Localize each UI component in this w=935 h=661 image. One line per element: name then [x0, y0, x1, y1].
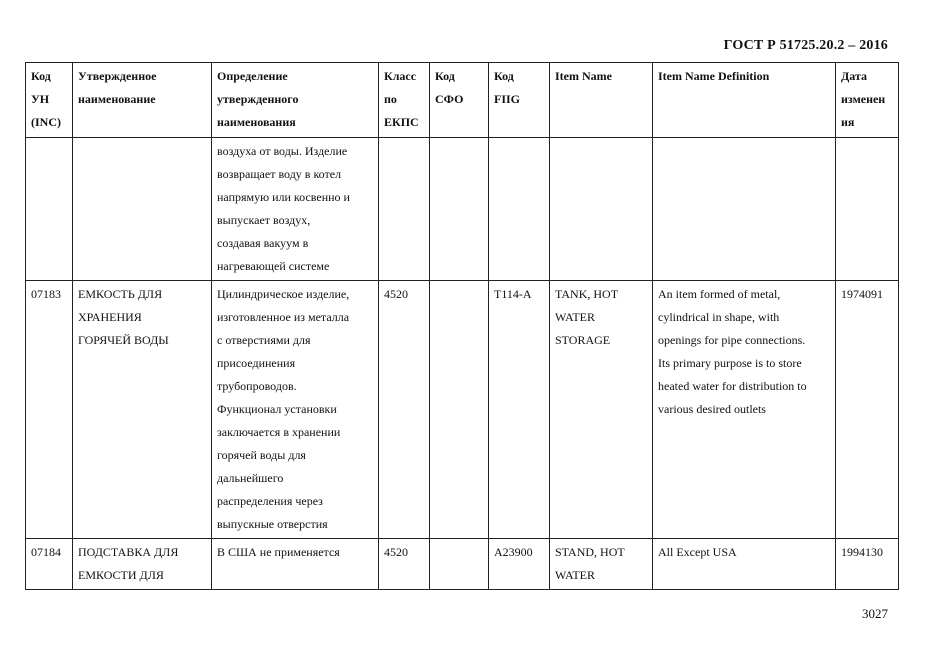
column-header-approved-name: Утвержденное наименование: [73, 63, 212, 138]
column-header-class: Класс по ЕКПС: [379, 63, 430, 138]
column-header-item-name-definition: Item Name Definition: [653, 63, 836, 138]
cell-item-name: [550, 138, 653, 281]
cell-inc: 07184: [26, 539, 73, 590]
cell-item-name-definition: An item formed of metal, cylindrical in shape, with openings for pipe connections. Its primary purpose is to store heated water for distribution to various desired outlets: [653, 281, 836, 539]
column-header-sfo: Код СФО: [430, 63, 489, 138]
cell-inc: 07183: [26, 281, 73, 539]
cell-fiig: T114-A: [489, 281, 550, 539]
cell-class: 4520: [379, 539, 430, 590]
cell-item-name-definition: [653, 138, 836, 281]
column-header-change-date: Дата изменен ия: [836, 63, 899, 138]
table-row: [26, 281, 899, 539]
cell-approved-name: [73, 138, 212, 281]
cell-sfo: [430, 138, 489, 281]
cell-approved-name: ПОДСТАВКА ДЛЯ ЕМКОСТИ ДЛЯ: [73, 539, 212, 590]
cell-definition: В США не применяется: [212, 539, 379, 590]
cell-class: [379, 138, 430, 281]
cell-definition: воздуха от воды. Изделие возвращает воду в котел напрямую или косвенно и выпускает воздух, создавая вакуум в нагревающей системе: [212, 138, 379, 281]
column-header-definition: Определение утвержденного наименования: [212, 63, 379, 138]
document-header: ГОСТ Р 51725.20.2 – 2016: [723, 38, 888, 53]
cell-inc: [26, 138, 73, 281]
cell-change-date: 1974091: [836, 281, 899, 539]
column-header-inc: Код УН (INC): [26, 63, 73, 138]
cell-item-name: STAND, HOT WATER: [550, 539, 653, 590]
cell-item-name: TANK, HOT WATER STORAGE: [550, 281, 653, 539]
cell-approved-name: ЕМКОСТЬ ДЛЯ ХРАНЕНИЯ ГОРЯЧЕЙ ВОДЫ: [73, 281, 212, 539]
page-number: 3027: [862, 606, 888, 621]
cell-class: 4520: [379, 281, 430, 539]
column-header-fiig: Код FIIG: [489, 63, 550, 138]
cell-fiig: A23900: [489, 539, 550, 590]
cell-sfo: [430, 539, 489, 590]
classification-table: [25, 62, 899, 590]
table-row: [26, 138, 899, 281]
cell-change-date: 1994130: [836, 539, 899, 590]
cell-fiig: [489, 138, 550, 281]
table-row: [26, 539, 899, 590]
cell-item-name-definition: All Except USA: [653, 539, 836, 590]
cell-sfo: [430, 281, 489, 539]
cell-definition: Цилиндрическое изделие, изготовленное из металла с отверстиями для присоединения трубопроводов. Функционал установки заключается в хранении горячей воды для дальнейшего распределения через выпускные отверстия: [212, 281, 379, 539]
column-header-item-name: Item Name: [550, 63, 653, 138]
cell-change-date: [836, 138, 899, 281]
table-header-row: [26, 63, 899, 138]
